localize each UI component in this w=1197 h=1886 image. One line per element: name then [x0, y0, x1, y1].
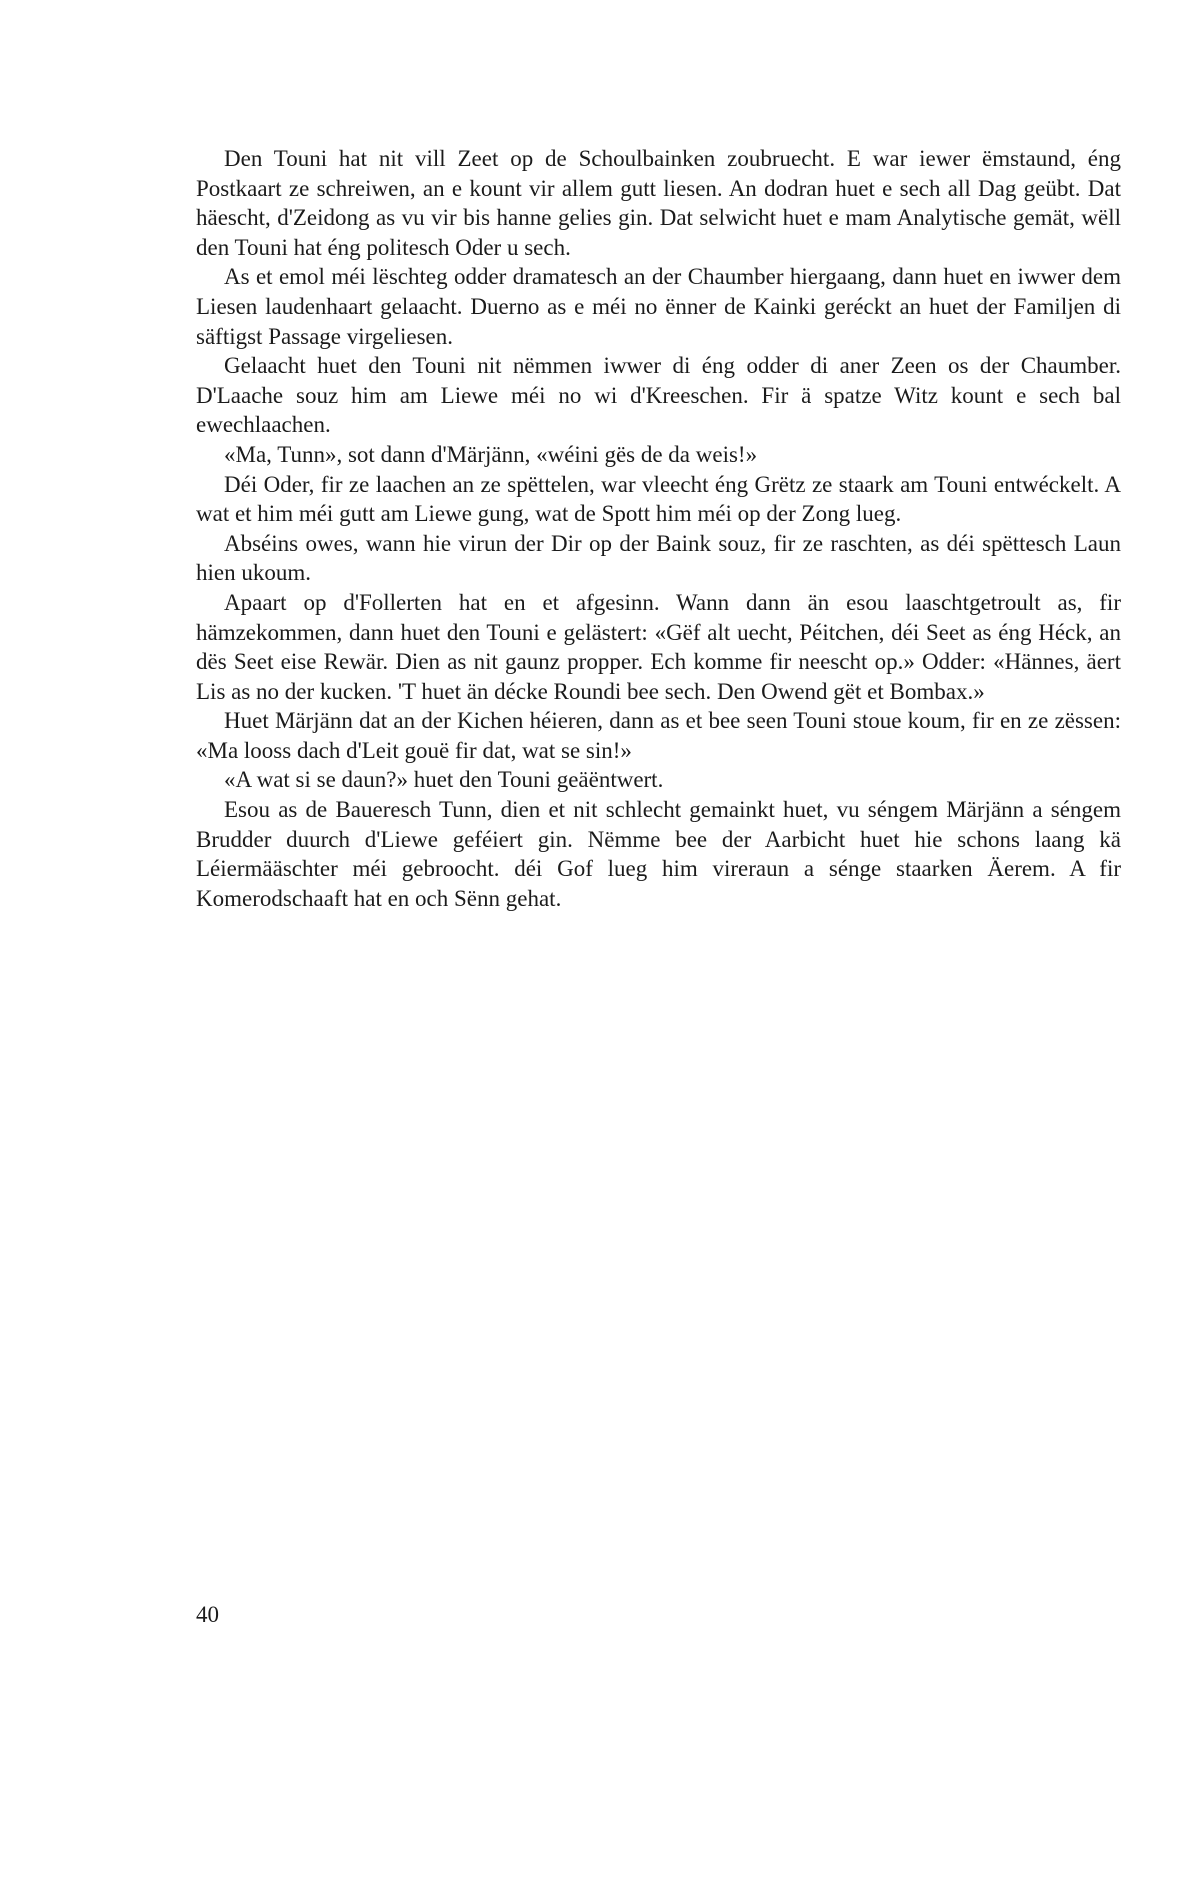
paragraph-5: Déi Oder, fir ze laachen an ze spëttelen, war vleecht éng Grëtz ze staark am Touni entwéckelt. A wat et him méi gutt am Liewe gung, wat de Spott him méi op der Zong lueg. — [196, 471, 1121, 527]
paragraph-6: Abséins owes, wann hie virun der Dir op der Baink souz, fir ze raschten, as déi spëttesch Laun hien ukoum. — [196, 530, 1121, 586]
body-text — [196, 144, 1121, 913]
paragraph-3: Gelaacht huet den Touni nit nëmmen iwwer di éng odder di aner Zeen os der Chaumber. D'Laache souz him am Liewe méi no wi d'Kreeschen. Fir ä spatze Witz kount e sech bal ewechlaachen. — [196, 353, 1121, 438]
paragraph-4: «Ma, Tunn», sot dann d'Märjänn, «wéini gës de da weis!» — [224, 441, 758, 467]
page-number: 40 — [196, 1602, 219, 1627]
paragraph-9: «A wat si se daun?» huet den Touni geäëntwert. — [224, 767, 664, 793]
paragraph-8: Huet Märjänn dat an der Kichen héieren, dann as et bee seen Touni stoue koum, fir en ze zëssen: «Ma looss dach d'Leit gouë fir dat, wat se sin!» — [196, 708, 1121, 763]
paragraph-10: Esou as de Baueresch Tunn, dien et nit schlecht gemainkt huet, vu séngem Märjänn a séngem Brudder duurch d'Liewe geféiert gin. Nëmme bee der Aarbicht huet hie schons laang kä Léiermääschter méi gebroocht. déi Gof lueg him vireraun a sénge staarken Äerem. A fir Komerodschaaft hat en och Sënn gehat. — [196, 797, 1121, 911]
paragraph-2: As et emol méi lëschteg odder dramatesch an der Chaumber hiergaang, dann huet en iwwer dem Liesen laudenhaart gelaacht. Duerno as e méi no ënner de Kainki geréckt an huet der Familjen di säftigst Passage virgeliesen. — [196, 264, 1121, 349]
paragraph-1: Den Touni hat nit vill Zeet op de Schoulbainken zoubruecht. E war iewer ëmstaund, éng Postkaart ze schreiwen, an e kount vir allem gutt liesen. An dodran huet e sech all Dag geübt. Dat häescht, d'Zeidong as vu vir bis hanne gelies gin. Dat selwicht huet e mam Analytische gemät, wëll den Touni hat éng politesch Oder u sech. — [196, 146, 1121, 260]
paragraph-7: Apaart op d'Follerten hat en et afgesinn. Wann dann än esou laaschtgetroult as, fir hämzekommen, dann huet den Touni e gelästert: «Gëf alt uecht, Péitchen, déi Seet as éng Héck, an dës Seet eise Rewär. Dien as nit gaunz propper. Ech komme fir neescht op.» Odder: «Hännes, äert Lis as no der kucken. 'T huet än décke Roundi bee sech. Den Owend gët et Bombax.» — [196, 589, 1121, 704]
